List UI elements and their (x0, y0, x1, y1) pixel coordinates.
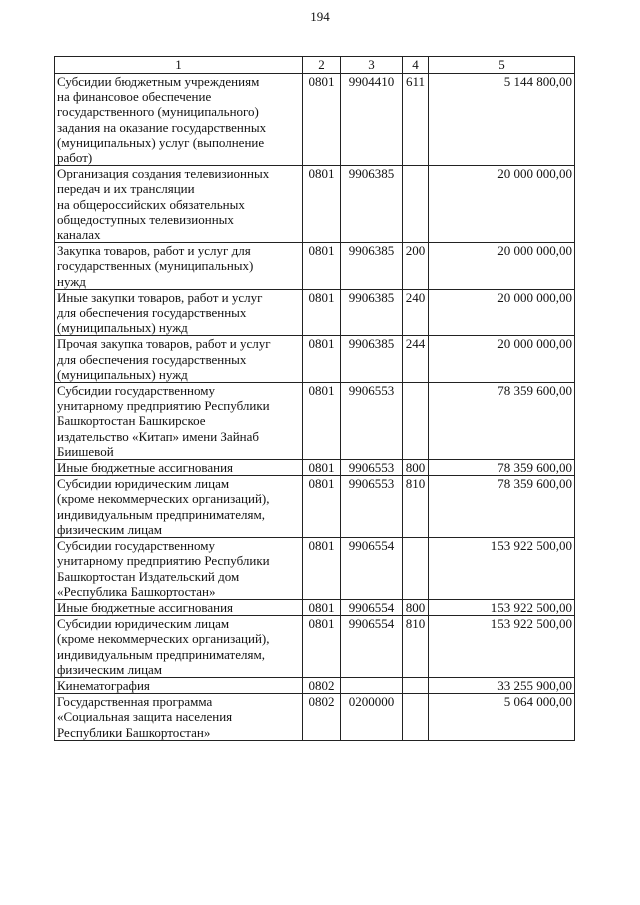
page-number: 194 (310, 9, 330, 24)
row-name-line: (муниципальных) нужд (57, 366, 188, 382)
row-target-code: 9906553 (341, 476, 403, 538)
row-amount: 20 000 000,00 (429, 166, 575, 243)
row-name (55, 616, 303, 678)
row-name-line: Субсидии бюджетным учреждениям (57, 74, 260, 89)
row-name-line: задания на оказание государственных (57, 119, 267, 135)
row-name-line: работ) (57, 150, 93, 166)
row-name-line: Организация создания телевизионных (57, 166, 270, 182)
row-amount: 153 922 500,00 (429, 616, 575, 678)
row-name-line: Иные закупки товаров, работ и услуг (57, 289, 263, 305)
row-name (55, 599, 303, 615)
row-name (55, 383, 303, 460)
table-row (55, 166, 575, 243)
row-name (55, 74, 303, 166)
row-type-code (403, 677, 429, 693)
row-type-code: 611 (403, 74, 429, 166)
table-row (55, 383, 575, 460)
row-target-code: 9906553 (341, 460, 403, 476)
table-row (55, 599, 575, 615)
row-name-line: физическим лицам (57, 661, 163, 677)
header-col-3: 3 (341, 57, 403, 74)
row-name-line: Субсидии юридическим лицам (57, 616, 230, 632)
row-section-code: 0801 (303, 166, 341, 243)
row-name-line: общедоступных телевизионных (57, 211, 234, 227)
row-amount: 78 359 600,00 (429, 460, 575, 476)
row-target-code: 9906553 (341, 383, 403, 460)
row-name-line: для обеспечения государственных (57, 305, 247, 321)
row-target-code: 0200000 (341, 694, 403, 741)
row-amount: 20 000 000,00 (429, 336, 575, 383)
table-row (55, 694, 575, 741)
row-name-line: на финансовое обеспечение (57, 89, 212, 105)
row-amount: 5 144 800,00 (429, 74, 575, 166)
row-name-line: физическим лицам (57, 521, 163, 537)
row-name (55, 336, 303, 383)
row-name-line: «Социальная защита населения (57, 709, 233, 725)
row-type-code (403, 694, 429, 741)
row-name-line: (муниципальных) услуг (выполнение (57, 134, 265, 150)
row-name-line: Кинематография (57, 677, 150, 693)
row-section-code: 0801 (303, 289, 341, 336)
row-target-code: 9906554 (341, 616, 403, 678)
row-type-code: 800 (403, 460, 429, 476)
row-section-code: 0801 (303, 243, 341, 290)
row-amount: 33 255 900,00 (429, 677, 575, 693)
row-name-line: Субсидии государственному (57, 538, 215, 554)
header-col-2: 2 (303, 57, 341, 74)
row-name (55, 289, 303, 336)
row-target-code: 9906385 (341, 289, 403, 336)
row-name-line: Биишевой (57, 443, 114, 459)
row-name (55, 166, 303, 243)
row-name-line: Субсидии государственному (57, 383, 215, 399)
row-section-code: 0801 (303, 383, 341, 460)
row-type-code: 240 (403, 289, 429, 336)
row-amount: 20 000 000,00 (429, 243, 575, 290)
row-amount: 20 000 000,00 (429, 289, 575, 336)
row-target-code: 9906554 (341, 538, 403, 600)
row-name-line: Государственная программа (57, 694, 213, 710)
row-amount: 153 922 500,00 (429, 538, 575, 600)
row-name-line: для обеспечения государственных (57, 351, 247, 367)
row-target-code: 9906385 (341, 166, 403, 243)
row-name (55, 677, 303, 693)
header-col-1: 1 (55, 57, 303, 74)
row-name-line: государственных (муниципальных) (57, 258, 254, 274)
row-section-code: 0801 (303, 460, 341, 476)
row-name-line: Иные бюджетные ассигнования (57, 599, 234, 615)
table-row (55, 476, 575, 538)
row-target-code (341, 677, 403, 693)
row-name-line: унитарному предприятию Республики (57, 398, 270, 414)
row-target-code: 9904410 (341, 74, 403, 166)
row-section-code: 0802 (303, 677, 341, 693)
row-name (55, 538, 303, 600)
row-type-code: 200 (403, 243, 429, 290)
row-name-line: (кроме некоммерческих организаций), (57, 491, 270, 507)
row-name (55, 243, 303, 290)
table-row (55, 336, 575, 383)
header-col-5: 5 (429, 57, 575, 74)
row-name-line: Закупка товаров, работ и услуг для (57, 243, 251, 259)
row-name-line: Субсидии юридическим лицам (57, 476, 230, 492)
row-section-code: 0801 (303, 74, 341, 166)
row-section-code: 0801 (303, 599, 341, 615)
row-target-code: 9906385 (341, 243, 403, 290)
table-row (55, 538, 575, 600)
row-type-code: 800 (403, 599, 429, 615)
row-name (55, 694, 303, 741)
row-type-code (403, 166, 429, 243)
row-section-code: 0801 (303, 616, 341, 678)
row-type-code: 810 (403, 476, 429, 538)
row-target-code: 9906385 (341, 336, 403, 383)
row-amount: 78 359 600,00 (429, 476, 575, 538)
table-row (55, 460, 575, 476)
row-type-code: 244 (403, 336, 429, 383)
row-section-code: 0801 (303, 336, 341, 383)
table-row (55, 74, 575, 166)
row-type-code (403, 383, 429, 460)
row-name-line: унитарному предприятию Республики (57, 553, 270, 569)
row-name-line: индивидуальным предпринимателям, (57, 646, 265, 662)
row-name-line: каналах (57, 227, 101, 243)
row-name-line: «Республика Башкортостан» (57, 583, 216, 599)
header-row (55, 57, 575, 74)
header-col-4: 4 (403, 57, 429, 74)
row-type-code (403, 538, 429, 600)
table-row (55, 243, 575, 290)
table-body (55, 74, 575, 741)
row-section-code: 0801 (303, 538, 341, 600)
row-target-code: 9906554 (341, 599, 403, 615)
row-amount: 5 064 000,00 (429, 694, 575, 741)
row-amount: 153 922 500,00 (429, 599, 575, 615)
row-name-line: государственного (муниципального) (57, 104, 259, 120)
table-row (55, 677, 575, 693)
row-amount: 78 359 600,00 (429, 383, 575, 460)
row-section-code: 0802 (303, 694, 341, 741)
table-row (55, 289, 575, 336)
row-name-line: на общероссийских обязательных (57, 196, 245, 212)
row-name-line: передач и их трансляции (57, 181, 195, 197)
row-type-code: 810 (403, 616, 429, 678)
row-name-line: (кроме некоммерческих организаций), (57, 631, 270, 647)
table-row (55, 616, 575, 678)
row-name-line: (муниципальных) нужд (57, 320, 188, 336)
row-name-line: Башкортостан Издательский дом (57, 568, 240, 584)
row-name (55, 460, 303, 476)
budget-table (54, 56, 575, 741)
row-name-line: Прочая закупка товаров, работ и услуг (57, 336, 271, 352)
row-name-line: Республики Башкортостан» (57, 724, 211, 740)
row-section-code: 0801 (303, 476, 341, 538)
row-name-line: Башкортостан Башкирское (57, 413, 206, 429)
row-name (55, 476, 303, 538)
row-name-line: Иные бюджетные ассигнования (57, 460, 234, 476)
row-name-line: индивидуальным предпринимателям, (57, 506, 265, 522)
row-name-line: издательство «Китап» имени Зайнаб (57, 428, 259, 444)
row-name-line: нужд (57, 273, 86, 289)
